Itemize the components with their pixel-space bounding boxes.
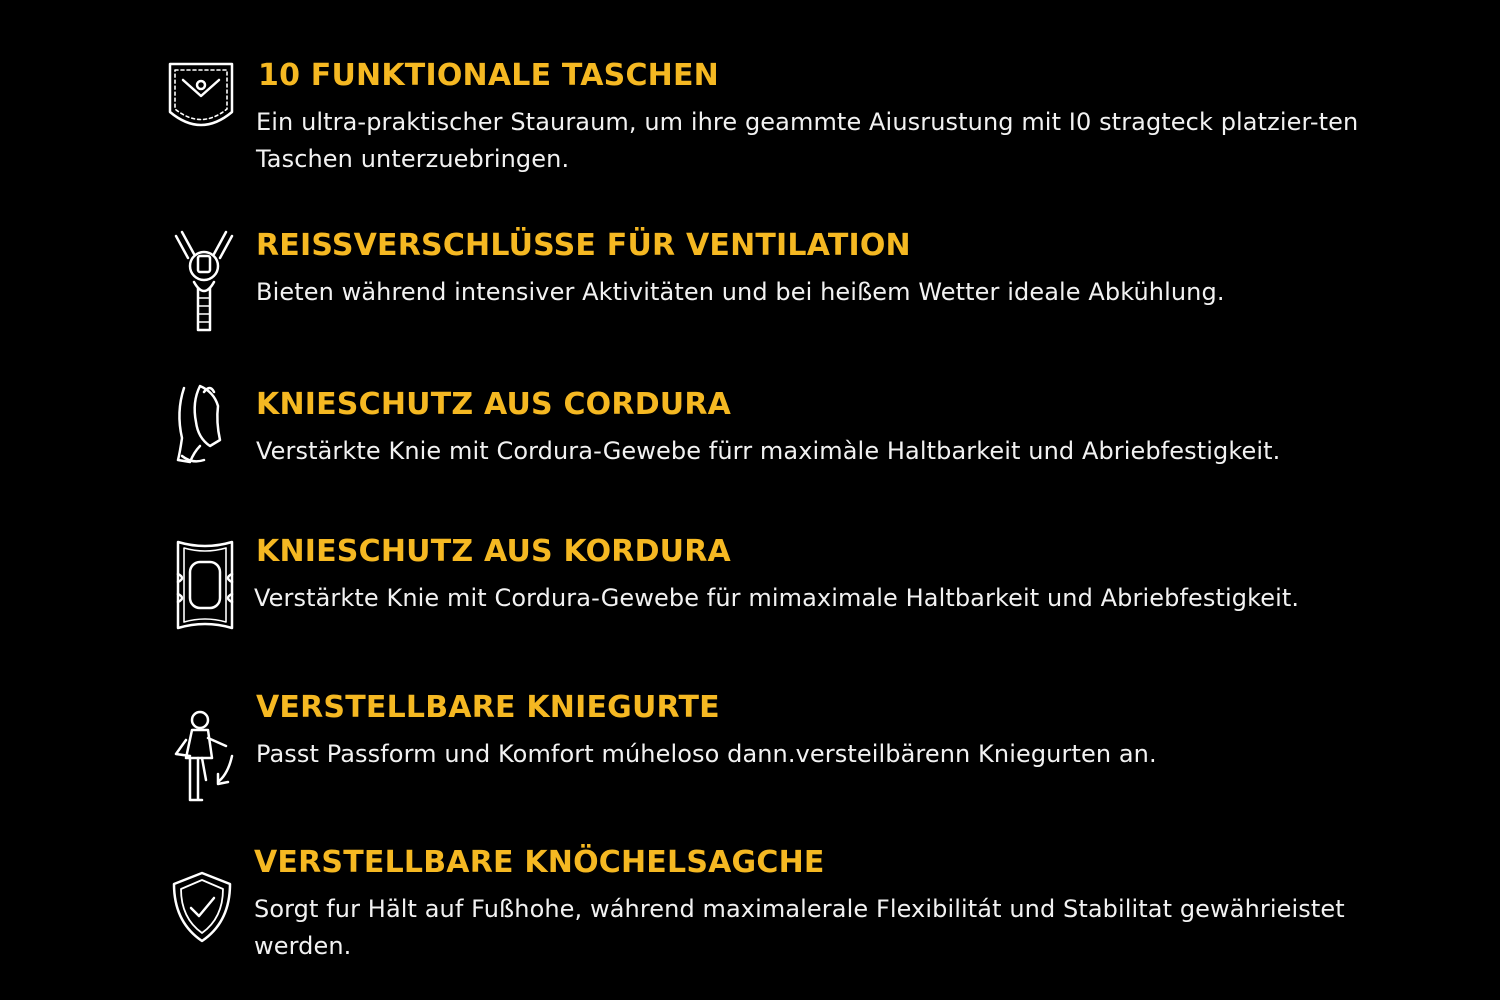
feature-title: VERSTELLBARE KNÖCHELSAGCHE bbox=[254, 845, 825, 880]
feature-description: Verstärkte Knie mit Cordura-Gewebe für mimaximale Haltbarkeit und Abriebfestigkeit. bbox=[254, 584, 1300, 612]
person-adjusting-icon bbox=[172, 708, 238, 804]
feature-description: Verstärkte Knie mit Cordura-Gewebe fürr maximàle Haltbarkeit und Abriebfestigkeit. bbox=[256, 437, 1281, 465]
shield-check-icon bbox=[170, 870, 234, 944]
feature-description: Passt Passform und Komfort múheloso dann.versteilbärenn Kniegurten an. bbox=[256, 740, 1157, 768]
feature-title: KNIESCHUTZ AUS KORDURA bbox=[256, 534, 731, 569]
zipper-icon bbox=[166, 230, 242, 334]
feature-title: 10 FUNKTIONALE TASCHEN bbox=[258, 58, 719, 93]
feature-title: VERSTELLBARE KNIEGURTE bbox=[256, 690, 720, 725]
feature-title: REISSVERSCHLÜSSE FÜR VENTILATION bbox=[256, 228, 911, 263]
pocket-icon bbox=[163, 60, 239, 136]
feature-description: Ein ultra-praktischer Stauraum, um ihre geammte Aiusrustung mit I0 stragteck platzier-ten Taschen unterzuebringen. bbox=[256, 108, 1359, 173]
feature-description: Sorgt fur Hält auf Fußhohe, wáhrend maximalerale Flexibilitát und Stabilitat gewährieistet werden. bbox=[254, 895, 1345, 960]
knee-guard-icon bbox=[170, 382, 232, 466]
feature-title: KNIESCHUTZ AUS CORDURA bbox=[256, 387, 732, 422]
feature-description: Bieten während intensiver Aktivitäten und bei heißem Wetter ideale Abkühlung. bbox=[256, 278, 1225, 306]
knee-pad-icon bbox=[174, 538, 236, 632]
